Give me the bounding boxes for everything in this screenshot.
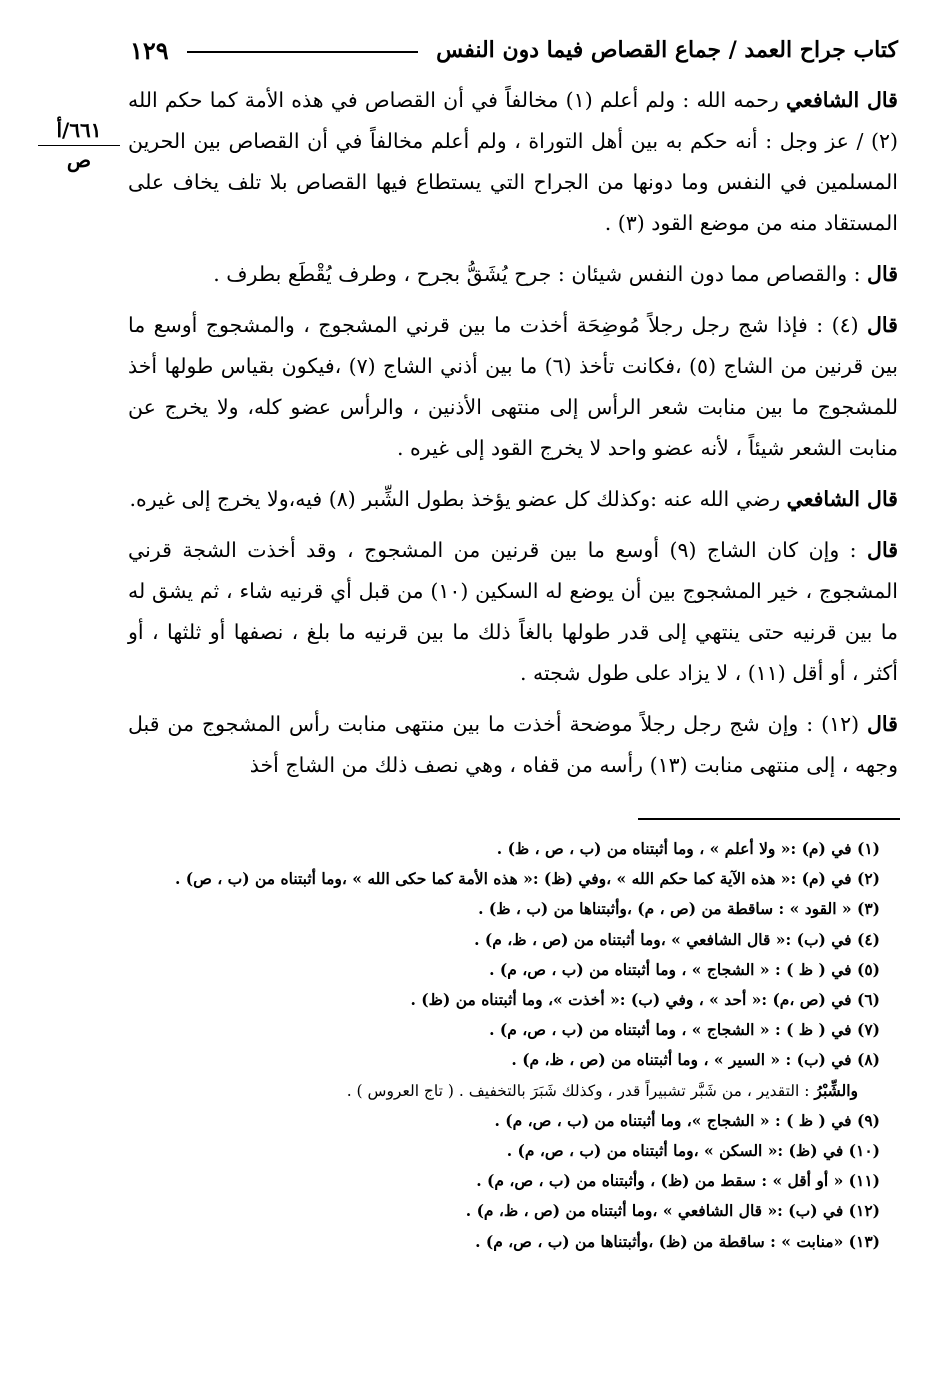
folio-number: ٦٦١/أ [38,118,120,146]
paragraph-text: رضي الله عنه :وكذلك كل عضو يؤخذ بطول الشِّبر (٨) فيه،ولا يخرج إلى غيره. [129,487,781,511]
glossed-term: والشِّبْرُ [814,1080,858,1100]
footnote: (١٠) في (ظ) :« السكن » ،وما أثبتناه من (ب ، ص، م) . [506,1141,880,1161]
main-text [128,80,898,796]
running-header [130,30,898,70]
manuscript-folio-note [38,118,120,172]
header-rule [187,51,418,53]
speaker-label: قال الشافعي [786,487,898,511]
paragraph-text: (١٢) : وإن شج رجل رجلاً موضحة أخذت ما بين منتهى منابت رأس المشجوج من قبل وجهه ، إلى منتهى منابت (١٣) رأسه من قفاه ، وهي نصف ذلك من الشاج أخذ [128,712,898,777]
paragraph [128,704,898,786]
paragraph [128,479,898,520]
footnote: (٦) في (ص ،م) :« أحد » ، وفي (ب) :« أخذت »، وما أثبتناه من (ظ) . [410,990,880,1010]
speaker-label: قال [867,712,898,736]
speaker-label: قال الشافعي [785,88,898,112]
paragraph-text: رحمه الله : ولم أعلم (١) مخالفاً في أن القصاص في هذه الأمة كما حكم الله (٢) / عز وجل : أنه حكم به بين أهل التوراة ، ولم أعلم مخالفاً في أن القصاص بين الحرين المسلمين في النفس وما دونها من الجراح التي يستطاع فيها القصاص بلا تلف يخاف على المستقاد منه من موضع القود (٣) . [128,88,898,235]
footnote: (٨) في (ب) : « السير » ، وما أثبتناه من (ص ، ظ، م) . [511,1050,880,1070]
page-number: ١٢٩ [130,35,169,65]
footnote: (١) في (م) :« ولا أعلم » ، وما أثبتناه من (ب ، ص ، ظ) . [496,839,880,858]
footnote-continuation [120,1076,880,1106]
paragraph-text: : والقصاص مما دون النفس شيئان : جرح يُشَقُّ بجرح ، وطرف يُقْطَع بطرف . [213,262,861,286]
speaker-label: قال [867,313,898,337]
gloss-text: : التقدير ، من شَبَّر تشبيراً قدر ، وكذلك شَبَرَ بالتخفيف . ( تاج العروس ) . [346,1081,810,1100]
footnote: (١٣) «منابت » : ساقطة من (ظ) ،وأثبتناها من (ب ، ص، م) . [475,1231,880,1251]
header-title: كتاب جراح العمد / جماع القصاص فيما دون النفس [436,37,898,63]
footnote: (٧) في ( ظ ) : « الشجاج » ، وما أثبتناه من (ب ، ص، م) . [489,1020,880,1040]
speaker-label: قال [867,262,898,286]
paragraph [128,80,898,244]
footnote: (١١) « أو أقل » : سقط من (ظ) ، وأثبتناه من (ب ، ص، م) . [476,1171,880,1191]
paragraph [128,305,898,469]
folio-side: ص [66,148,92,172]
paragraph [128,254,898,295]
footnote: (١٢) في (ب) :« قال الشافعي » ،وما أثبتناه من (ص ، ظ، م) . [465,1201,880,1221]
footnote: (٥) في ( ظ ) : « الشجاج » ، وما أثبتناه من (ب ، ص، م) . [489,959,880,979]
footnote: (٤) في (ب) :« قال الشافعي » ،وما أثبتناه من (ص ، ظ، م) . [474,929,880,949]
footnote: (٢) في (م) :« هذه الآية كما حكم الله » ،وفي (ظ) :« هذه الأمة كما حكى الله » ،وما أثبتناه من (ب ، ص) . [175,869,880,889]
footnote: (٣) « القود » : ساقطة من (ص ، م) ،وأثبتناها من (ب ، ظ) . [478,899,880,919]
footnote-separator [638,818,900,820]
speaker-label: قال [867,538,898,562]
paragraph-text: (٤) : فإذا شج رجل رجلاً مُوضِحَة أخذت ما بين قرني المشجوج ، والمشجوج أوسع ما بين قرنين من الشاج (٥) ،فكانت تأخذ (٦) ما بين أذني الشاج (٧) ،فيكون بقياس طولها أخذ للمشجوج ما بين منابت شعر الرأس إلى منتهى الأذنين ، والرأس عضو كله، ولا يخرج عن منابت الشعر شيئاً ، لأنه عضو واحد لا يخرج القود إلى غيره . [128,313,899,460]
paragraph-text: : وإن كان الشاج (٩) أوسع ما بين قرنين من المشجوج ، وقد أخذت الشجة قرني المشجوج ، خير المشجوج بين أن يوضع له السكين (١٠) من قبل أي قرنيه شاء ، ثم يشق له ما بين قرنيه حتى ينتهي إلى قدر طولها بالغاً ذلك ما بين قرنيه ما بلغ ، نصفها أو ثلثها ، أو أكثر ، أو أقل (١١) ، لا يزاد على طول شجته . [128,538,898,685]
footnote: (٩) في ( ظ ) : « الشجاج »، وما أثبتناه من (ب ، ص، م) . [494,1110,880,1130]
paragraph [128,530,898,694]
footnotes [120,834,880,1257]
